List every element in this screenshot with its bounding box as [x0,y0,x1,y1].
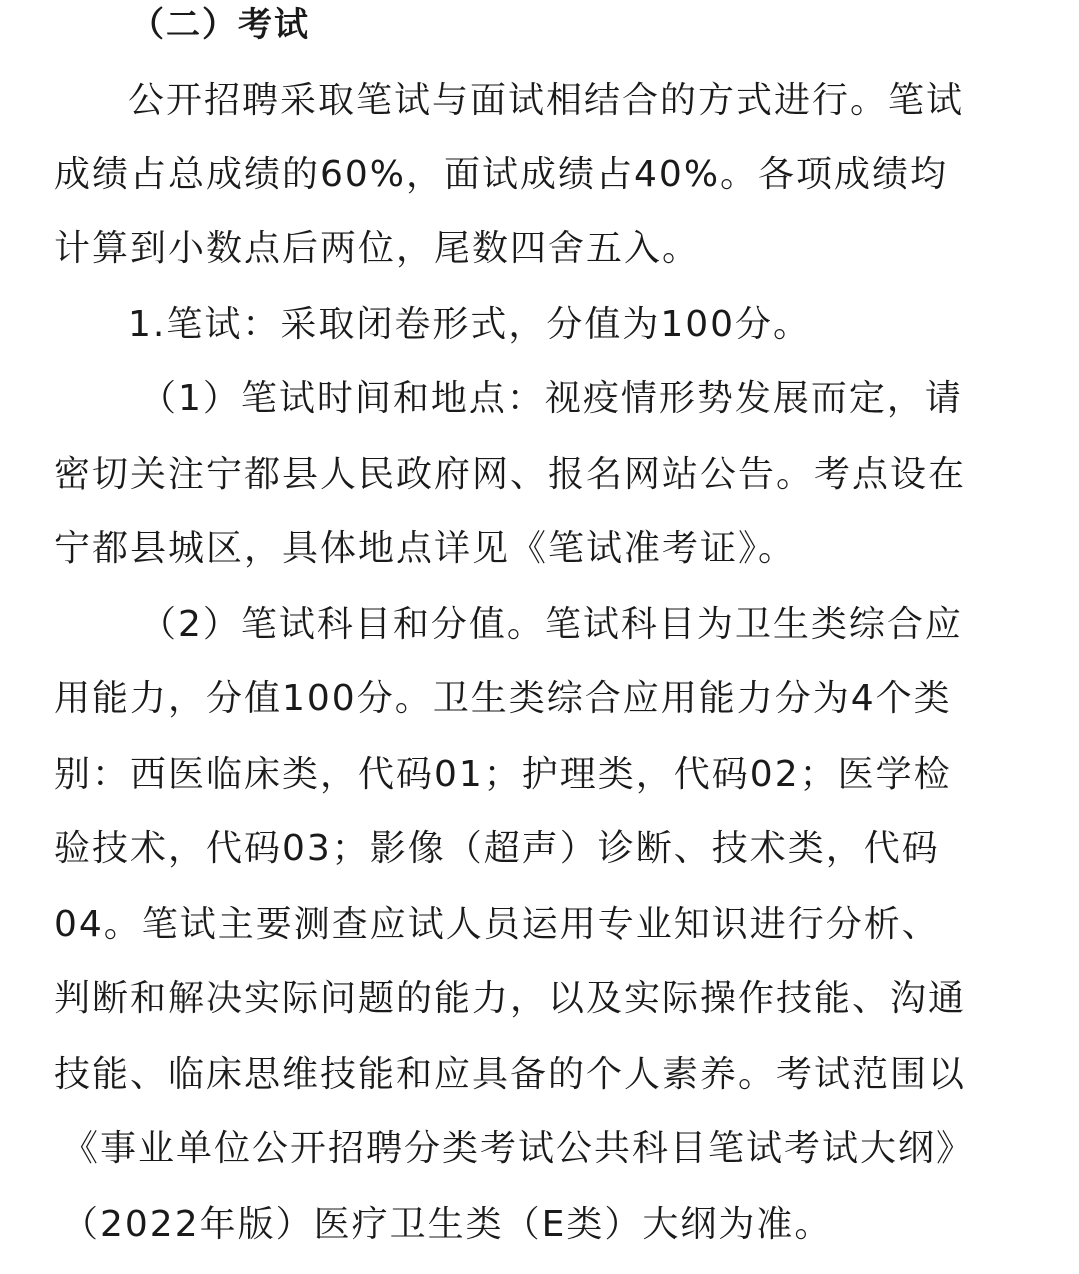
paragraph-line: （1）笔试时间和地点：视疫情形势发展而定，请 [140,378,963,419]
paragraph-line: （2）笔试科目和分值。笔试科目为卫生类综合应 [140,604,963,645]
paragraph-line: 公开招聘采取笔试与面试相结合的方式进行。笔试 [128,80,965,121]
paragraph-line: 验技术，代码03；影像（超声）诊断、技术类，代码 [54,828,940,869]
paragraph-line: 成绩占总成绩的60%，面试成绩占40%。各项成绩均 [54,154,949,195]
paragraph-line: 技能、临床思维技能和应具备的个人素养。考试范围以 [54,1054,967,1095]
paragraph-line: 别：西医临床类，代码01；护理类，代码02；医学检 [54,754,952,795]
section-heading: （二）考试 [130,5,310,45]
paragraph-line: 04。笔试主要测查应试人员运用专业知识进行分析、 [54,904,940,945]
paragraph-line: 判断和解决实际问题的能力，以及实际操作技能、沟通 [54,978,967,1019]
paragraph-line: 《事业单位公开招聘分类考试公共科目笔试考试大纲》 [62,1128,975,1169]
paragraph-line: 计算到小数点后两位，尾数四舍五入。 [54,228,701,269]
paragraph-line: 1.笔试：采取闭卷形式，分值为100分。 [128,304,812,345]
paragraph-line: 用能力，分值100分。卫生类综合应用能力分为4个类 [54,678,952,719]
paragraph-line: （2022年版）医疗卫生类（E类）大纲为准。 [62,1204,833,1245]
paragraph-line: 密切关注宁都县人民政府网、报名网站公告。考点设在 [54,454,967,495]
paragraph-line: 宁都县城区，具体地点详见《笔试准考证》。 [54,528,797,569]
